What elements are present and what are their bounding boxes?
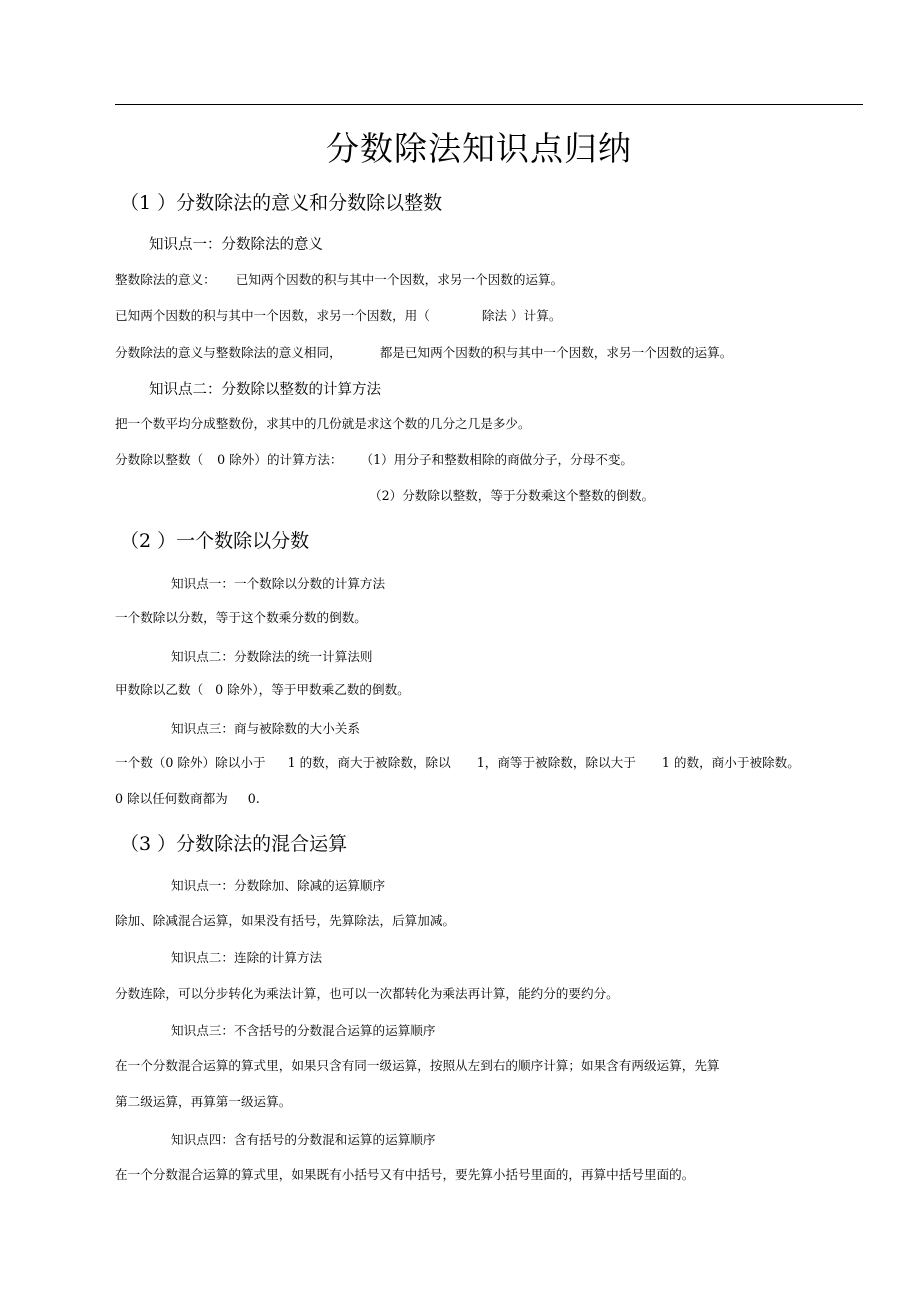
section-2-heading: （2 ）一个数除以分数 [120,530,310,552]
section-3-knowledge-point-4: 知识点四：含有括号的分数混和运算的运算顺序 [171,1132,436,1147]
section-1-line-5-method: （1）用分子和整数相除的商做分子，分母不变。 [360,452,634,467]
section-2-line-4 [115,790,260,808]
section-3-line-5: 在一个分数混合运算的算式里，如果既有小括号又有中括号，要先算小括号里面的，再算中括号里面的。 [115,1167,695,1182]
section-1-knowledge-point-2: 知识点二：分数除以整数的计算方法 [149,382,381,398]
section-2-knowledge-point-1: 知识点一：一个数除以分数的计算方法 [171,576,386,591]
section-1-line-1-label: 整数除法的意义： [115,272,216,287]
section-1-line-2-answer: 除法 ）计算。 [481,308,562,323]
section-1-line-4: 把一个数平均分成整数份，求其中的几份就是求这个数的几分之几是多少。 [115,416,531,431]
section-2-knowledge-point-2: 知识点二：分数除法的统一计算法则 [171,649,373,664]
section-1-line-3-rest: 都是已知两个因数的积与其中一个因数，求另一个因数的运算。 [379,345,733,360]
section-1-line-5-label: 分数除以整数（ [115,452,204,467]
section-3-line-4: 第二级运算，再算第一级运算。 [115,1094,292,1109]
section-2-line-3-part-b: 1 的数，商大于被除数，除以 [287,755,451,770]
section-2-line-3-part-a: 一个数（0 除外）除以小于 [115,755,266,770]
section-1-line-6: （2）分数除以整数，等于分数乘这个整数的倒数。 [369,488,655,503]
section-2-line-2-text: 0 除外），等于甲数乘乙数的倒数。 [215,682,410,697]
section-3-line-3: 在一个分数混合运算的算式里，如果只含有同一级运算，按照从左到右的顺序计算；如果含有两级运算，先算 [115,1058,720,1073]
section-3-knowledge-point-3: 知识点三：不含括号的分数混合运算的运算顺序 [171,1023,436,1038]
section-2-line-3 [115,754,800,772]
section-1-line-1-text: 已知两个因数的积与其中一个因数，求另一个因数的运算。 [235,272,564,287]
section-1-line-3-text: 分数除法的意义与整数除法的意义相同， [115,345,342,360]
section-2-line-4-text: 0 除以任何数商都为 [115,791,228,806]
section-1-knowledge-point-1: 知识点一：分数除法的意义 [149,237,323,253]
section-1-heading: （1 ）分数除法的意义和分数除以整数 [120,192,443,214]
section-1-line-1 [115,271,563,289]
section-3-line-1: 除加、除减混合运算，如果没有括号，先算除法，后算加减。 [115,913,456,928]
page-title: 分数除法知识点归纳 [326,129,632,168]
section-2-line-2-label: 甲数除以乙数（ [115,682,204,697]
header-rule [115,104,863,105]
section-2-line-1: 一个数除以分数，等于这个数乘分数的倒数。 [115,610,367,625]
section-2-knowledge-point-3: 知识点三：商与被除数的大小关系 [171,721,360,736]
section-3-heading: （3 ）分数除法的混合运算 [120,833,348,855]
section-3-knowledge-point-1: 知识点一：分数除加、除减的运算顺序 [171,878,386,893]
section-3-knowledge-point-2: 知识点二：连除的计算方法 [171,950,323,965]
section-1-line-2 [115,307,561,325]
section-2-line-4-value: 0. [247,791,260,806]
section-1-line-2-text: 已知两个因数的积与其中一个因数，求另一个因数，用（ [115,308,430,323]
section-1-line-5-condition: 0 除外）的计算方法： [217,452,343,467]
section-2-line-3-part-c: 1，商等于被除数，除以大于 [476,755,636,770]
section-2-line-2 [115,681,410,699]
section-1-line-5 [115,451,633,469]
section-2-line-3-part-d: 1 的数，商小于被除数。 [661,755,800,770]
section-3-line-2: 分数连除，可以分步转化为乘法计算，也可以一次都转化为乘法再计算，能约分的要约分。 [115,986,619,1001]
section-1-line-3 [115,344,732,362]
